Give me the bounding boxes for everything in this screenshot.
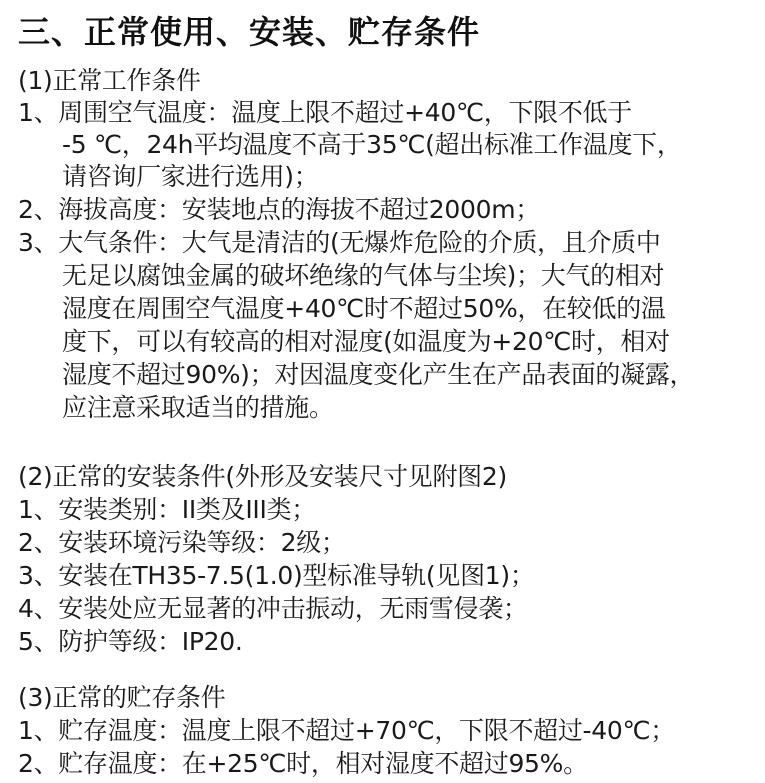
section-1-line: 湿度不超过90%)；对因温度变化产生在产品表面的凝露， <box>62 360 695 389</box>
page-title: 三、正常使用、安装、贮存条件 <box>18 13 481 51</box>
section-1-line: 请咨询厂家进行选用)； <box>62 162 319 191</box>
section-1-line: 湿度在周围空气温度+40℃时不超过50%，在较低的温 <box>62 294 666 323</box>
section-1-line: 应注意采取适当的措施。 <box>62 393 334 422</box>
section-1-line: 2、海拔高度：安装地点的海拔不超过2000m； <box>18 195 540 224</box>
section-2-line: 1、安装类别：II类及III类； <box>18 495 316 524</box>
section-2-line: 5、防护等级：IP20. <box>18 627 243 656</box>
section-3-heading: (3)正常的贮存条件 <box>18 683 226 712</box>
section-3-line: 1、贮存温度：温度上限不超过+70℃，下限不超过-40℃； <box>18 716 675 745</box>
section-1-heading: (1)正常工作条件 <box>18 66 201 95</box>
section-2-line: 2、安装环境污染等级：2级； <box>18 528 346 557</box>
section-1-line: -5 ℃，24h平均温度不高于35℃(超出标准工作温度下， <box>62 130 682 159</box>
section-3-line: 2、贮存温度：在+25℃时，相对湿度不超过95%。 <box>18 749 588 778</box>
section-2-line: 4、安装处应无显著的冲击振动，无雨雪侵袭； <box>18 594 528 623</box>
section-2-line: 3、安装在TH35-7.5(1.0)型标准导轨(见图1)； <box>18 561 535 590</box>
section-1-line: 3、大气条件：大气是清洁的(无爆炸危险的介质，且介质中 <box>18 228 661 257</box>
section-1-line: 1、周围空气温度：温度上限不超过+40℃，下限不低于 <box>18 98 632 127</box>
section-1-line: 无足以腐蚀金属的破坏绝缘的气体与尘埃)；大气的相对 <box>62 261 665 290</box>
section-2-heading: (2)正常的安装条件(外形及安装尺寸见附图2) <box>18 462 507 491</box>
section-1-line: 度下，可以有较高的相对湿度(如温度为+20℃时，相对 <box>62 327 670 356</box>
